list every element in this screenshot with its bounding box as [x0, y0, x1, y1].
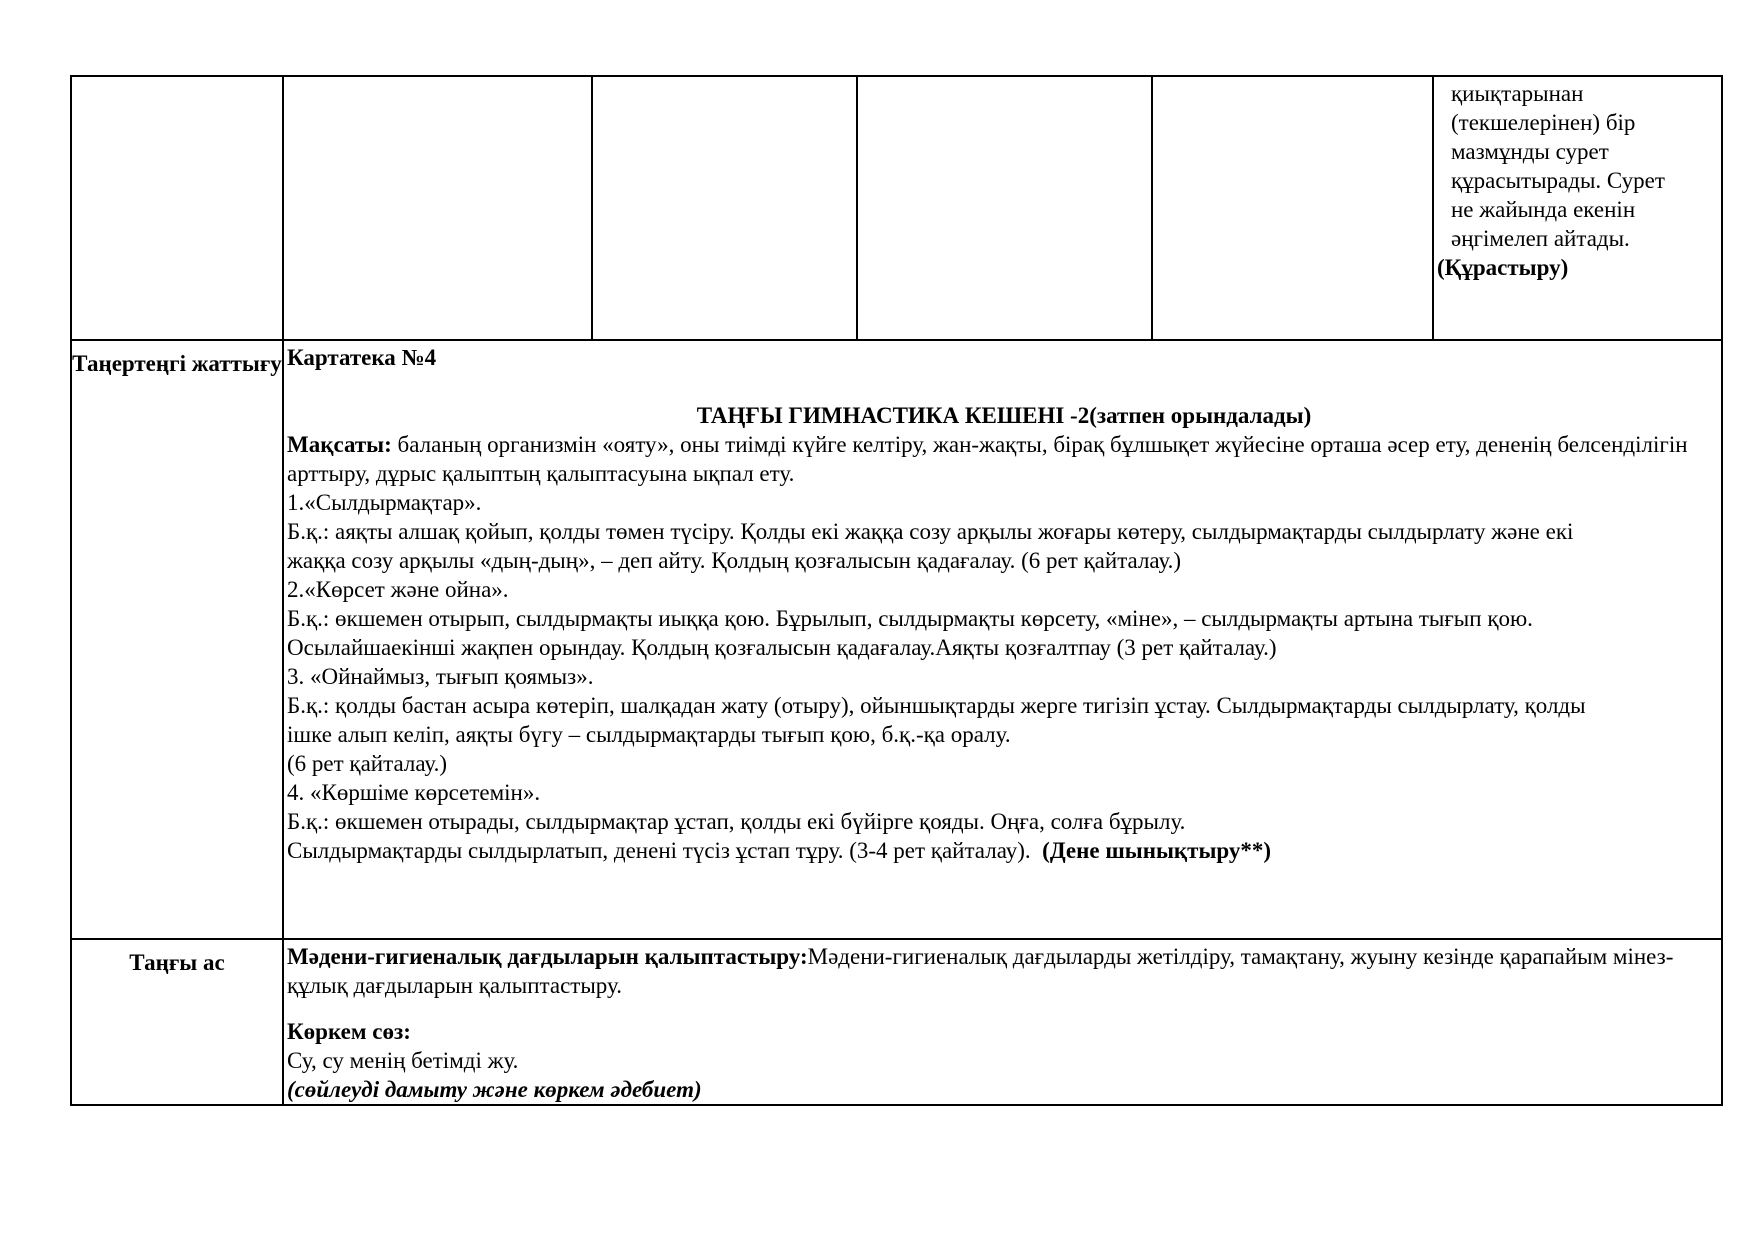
- skills-label: Мәдени-гигиеналық дағдыларын қалыптастыру:: [287, 944, 808, 969]
- exercise-line: 1.«Сылдырмақтар».: [287, 490, 482, 515]
- art-word-text: Су, су менің бетімді жу.: [287, 1048, 519, 1073]
- last-line-text: Сылдырмақтарды сылдырлатып, денені түсіз ұстап тұру. (3-4 рет қайталау).: [287, 838, 1043, 863]
- row-label: Таңертеңгі жаттығу: [71, 340, 283, 939]
- text-line: не жайында екенін: [1451, 197, 1636, 222]
- text-line: (текшелерінен) бір: [1451, 110, 1636, 135]
- empty-cell: [283, 76, 592, 340]
- subject-tag: (Дене шынықтыру**): [1042, 838, 1272, 863]
- activity-description-cell: [1433, 76, 1722, 340]
- breakfast-content-cell: [283, 939, 1722, 1105]
- empty-cell: [857, 76, 1152, 340]
- exercise-line: 2.«Көрсет және ойна».: [287, 577, 509, 602]
- exercise-line: 4. «Көршіме көрсетемін».: [287, 780, 541, 805]
- art-word-label: Көркем сөз:: [287, 1019, 411, 1044]
- subject-tag: (Құрастыру): [1437, 255, 1569, 280]
- subject-tag: (сөйлеуді дамыту және көркем әдебиет): [287, 1077, 702, 1102]
- row-label: Таңғы ас: [71, 939, 283, 1105]
- exercise-line: Б.қ.: өкшемен отырады, сылдырмақтар ұстап, қолды екі бүйірге қояды. Оңға, солға бұрылу.: [287, 809, 1186, 834]
- section-title: ТАҢҒЫ ГИМНАСТИКА КЕШЕНІ -2(затпен орындалады): [696, 403, 1312, 428]
- exercise-line: Б.қ.: қолды бастан асыра көтеріп, шалқадан жату (отыру), ойыншықтарды жерге тигізіп ұстау. Сылдырмақтарды сылдырлату, қолды: [287, 693, 1586, 718]
- gymnastics-content-cell: [283, 340, 1722, 939]
- exercise-line: Б.қ.: аяқты алшақ қойып, қолды төмен түсіру. Қолды екі жаққа созу арқылы жоғары көтеру, сылдырмақтарды сылдырлату және екі: [287, 519, 1574, 544]
- exercise-line: Осылайшаекінші жақпен орындау. Қолдың қозғалысын қадағалау.Аяқты қозғалтпау (3 рет қайталау.): [287, 635, 1277, 660]
- empty-cell: [592, 76, 857, 340]
- card-number: Картатека №4: [287, 345, 437, 370]
- goal-paragraph: [287, 430, 1721, 488]
- goal-text: баланың организмін «ояту», оны тиімді күйге келтіру, жан-жақты, бірақ бұлшықет жүйесіне орташа әсер ету, дененің белсенділігін арттыру, дұрыс қалыптың қалыптасуына ықпал ету.: [287, 432, 1688, 486]
- empty-cell: [1152, 76, 1433, 340]
- table-row-continuation: [71, 76, 1722, 340]
- goal-label: Мақсаты:: [287, 432, 392, 457]
- table-row-gymnastics: [71, 340, 1722, 939]
- skills-text: Мәдени-гигиеналық дағдыларды жетілдіру, тамақтану, жуыну кезінде қарапайым мінез-құлық дағдыларын қалыптастыру.: [287, 944, 1674, 998]
- exercise-line-last: [287, 836, 1721, 865]
- empty-cell: [71, 76, 283, 340]
- exercise-line: жаққа созу арқылы «дың-дың», – деп айту. Қолдың қозғалысын қадағалау. (6 рет қайталау.): [287, 548, 1182, 573]
- text-line: құрасытырады. Сурет: [1451, 168, 1665, 193]
- exercise-line: (6 рет қайталау.): [287, 751, 447, 776]
- exercise-line: Б.қ.: өкшемен отырып, сылдырмақты иыққа қою. Бұрылып, сылдырмақты көрсету, «міне», – сылдырмақты артына тығып қою.: [287, 606, 1533, 631]
- skills-paragraph: [287, 942, 1721, 1000]
- table-row-breakfast: [71, 939, 1722, 1105]
- text-line: мазмұнды сурет: [1451, 139, 1609, 164]
- exercise-line: ішке алып келіп, аяқты бүгу – сылдырмақтарды тығып қою, б.қ.-қа оралу.: [287, 722, 1011, 747]
- plan-table: [70, 75, 1723, 1106]
- exercise-line: 3. «Ойнаймыз, тығып қоямыз».: [287, 664, 594, 689]
- text-line: әңгімелеп айтады.: [1451, 226, 1630, 251]
- text-line: қиықтарынан: [1451, 81, 1584, 106]
